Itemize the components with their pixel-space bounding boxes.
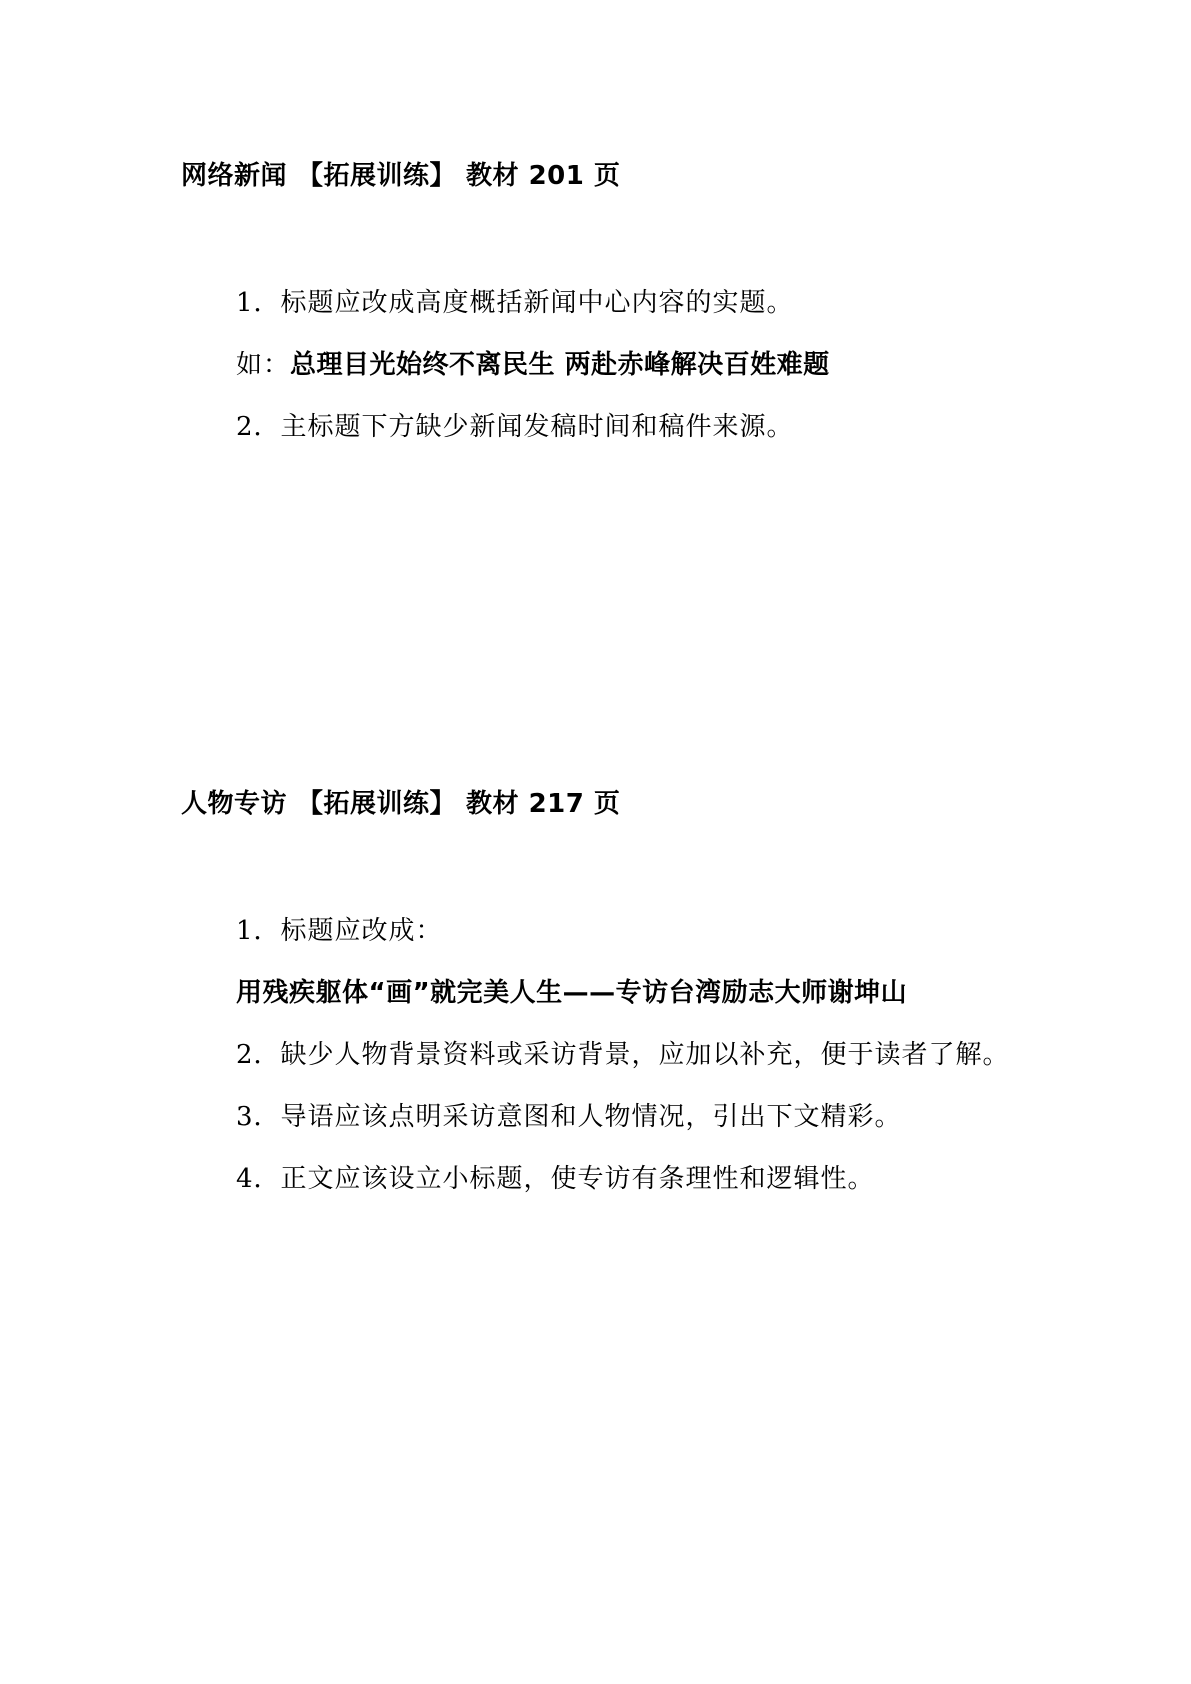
item-text: 导语应该点明采访意图和人物情况，引出下文精彩。 [280, 1102, 902, 1132]
example-headline [236, 348, 830, 382]
item-text: 正文应该设立小标题，使专访有条理性和逻辑性。 [280, 1164, 875, 1194]
item-number: 1． [236, 288, 281, 318]
item-text: 标题应改成高度概括新闻中心内容的实题。 [280, 288, 794, 318]
section-heading-interview [181, 787, 620, 821]
suggested-title [236, 976, 907, 1010]
heading-reference: 教材 201 页 [466, 161, 621, 191]
heading-reference: 教材 217 页 [466, 789, 621, 819]
item-number: 1． [236, 916, 281, 946]
list-item [236, 1100, 902, 1134]
item-number: 3． [236, 1102, 281, 1132]
item-number: 2． [236, 1040, 281, 1070]
list-item [236, 286, 794, 320]
section-heading-network-news [181, 159, 620, 193]
example-headline-text: 总理目光始终不离民生 两赴赤峰解决百姓难题 [290, 350, 830, 380]
item-text: 缺少人物背景资料或采访背景，应加以补充，便于读者了解。 [280, 1040, 1010, 1070]
item-number: 2． [236, 412, 281, 442]
list-item [236, 1038, 1010, 1072]
item-text: 主标题下方缺少新闻发稿时间和稿件来源。 [280, 412, 794, 442]
list-item [236, 1162, 875, 1196]
heading-tag: 【拓展训练】 [297, 161, 457, 191]
heading-topic: 人物专访 [181, 789, 288, 819]
heading-topic: 网络新闻 [181, 161, 288, 191]
item-text: 标题应改成： [280, 916, 443, 946]
list-item [236, 410, 794, 444]
heading-tag: 【拓展训练】 [297, 789, 457, 819]
item-number: 4． [236, 1164, 281, 1194]
list-item [236, 914, 443, 948]
suggested-title-text: 用残疾躯体“画”就完美人生——专访台湾励志大师谢坤山 [236, 978, 908, 1008]
example-prefix: 如： [236, 350, 291, 380]
